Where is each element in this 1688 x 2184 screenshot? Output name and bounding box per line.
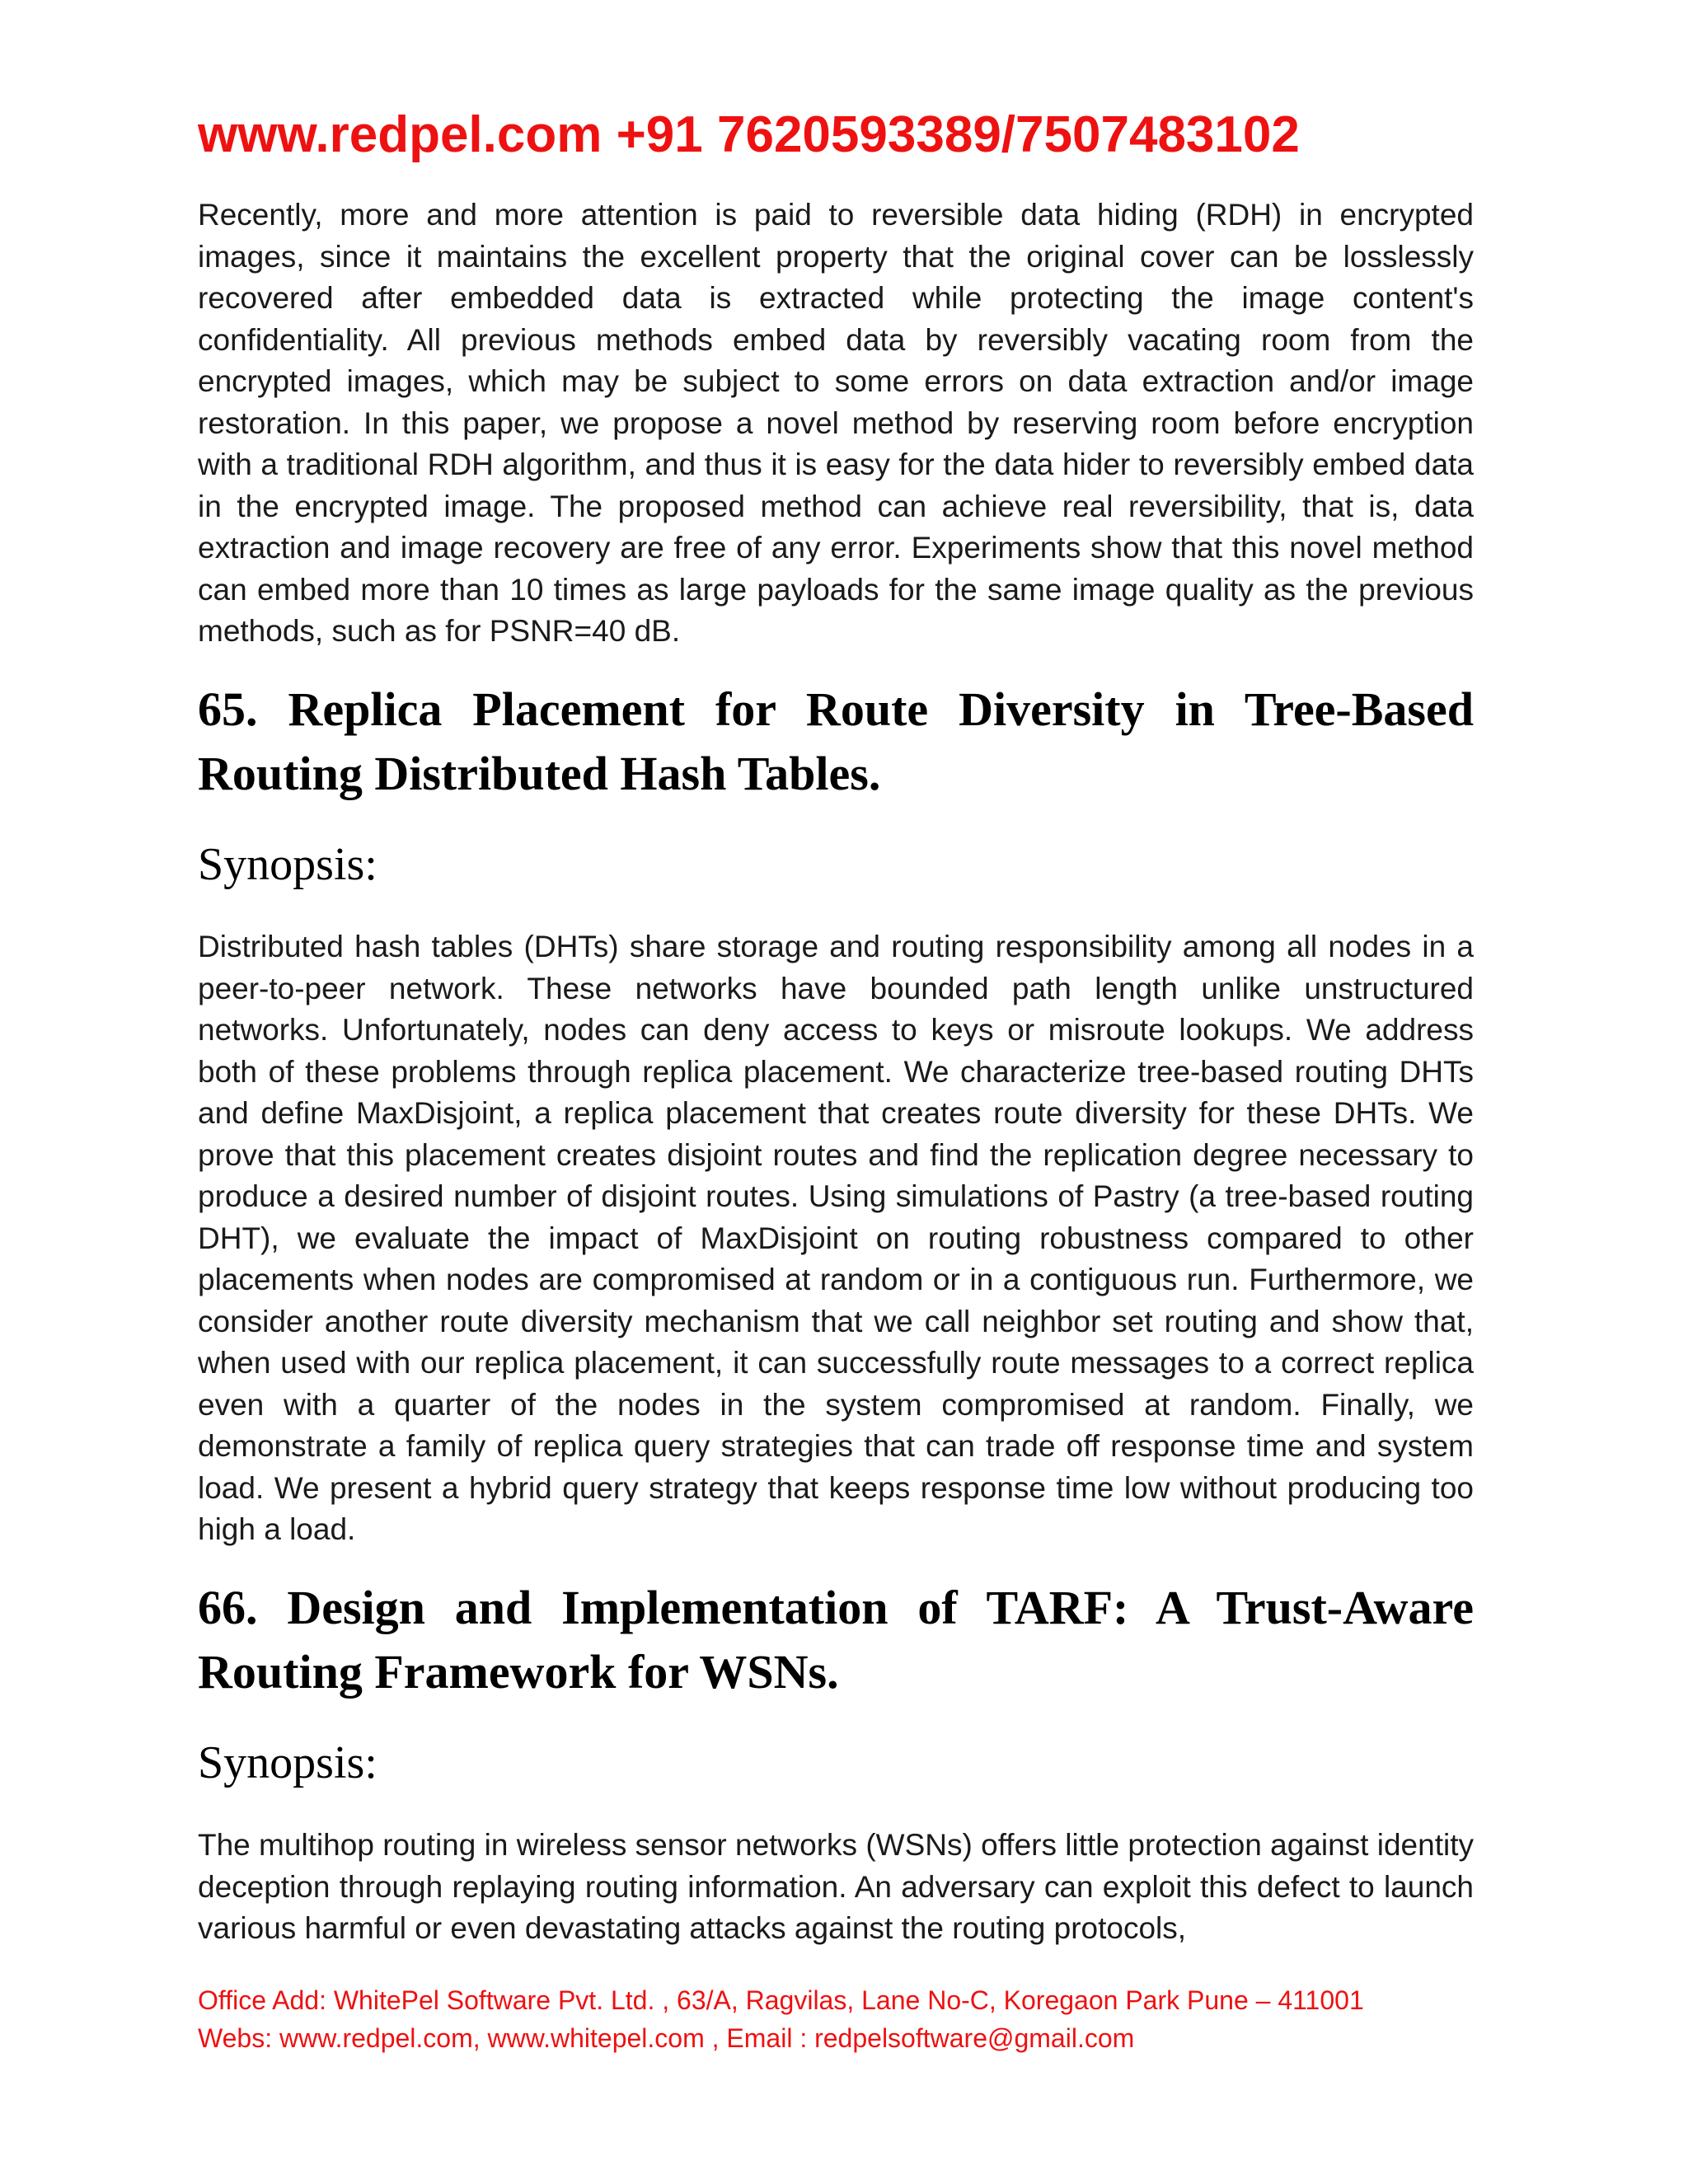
- footer-webs-line: Webs: www.redpel.com, www.whitepel.com , Email : redpelsoftware@gmail.com: [198, 2023, 1135, 2053]
- contact-header: www.redpel.com +91 7620593389/7507483102: [198, 106, 1300, 163]
- footer-office-address: Office Add: WhitePel Software Pvt. Ltd. , 63/A, Ragvilas, Lane No-C, Koregaon Park Pune – 411001: [198, 1985, 1364, 2015]
- item-66-title: 66. Design and Implementation of TARF: A Trust-Aware Routing Framework for WSNs.: [198, 1581, 1474, 1699]
- item-65-title: 65. Replica Placement for Route Diversity in Tree-Based Routing Distributed Hash Tables.: [198, 682, 1474, 800]
- item-65-body: Distributed hash tables (DHTs) share storage and routing responsibility among all nodes in a peer-to-peer network. These networks have bounded path length unlike unstructured networks. Unfortunately, nodes can deny access to keys or misroute lookups. We address both of these problems through replica placement. We characterize tree-based routing DHTs and define MaxDisjoint, a replica placement that creates route diversity for these DHTs. We prove that this placement creates disjoint routes and find the replication degree necessary to produce a desired number of disjoint routes. Using simulations of Pastry (a tree-based routing DHT), we evaluate the impact of MaxDisjoint on routing robustness compared to other placements when nodes are compromised at random or in a contiguous run. Furthermore, we consider another route diversity mechanism that we call neighbor set routing and show that, when used with our replica placement, it can successfully route messages to a correct replica even with a quarter of the nodes in the system compromised at random. Finally, we demonstrate a family of replica query strategies that can trade off response time and system load. We present a hybrid query strategy that keeps response time low without producing too high a load.: [198, 930, 1474, 1546]
- item-65-synopsis-label: Synopsis:: [198, 839, 377, 890]
- item-66-body: The multihop routing in wireless sensor networks (WSNs) offers little protection against identity deception through replaying routing information. An adversary can exploit this defect to launch various harmful or even devastating attacks against the routing protocols,: [198, 1828, 1474, 1945]
- intro-paragraph: Recently, more and more attention is paid to reversible data hiding (RDH) in encrypted images, since it maintains the excellent property that the original cover can be losslessly recovered after embedded data is extracted while protecting the image content's confidentiality. All previous methods embed data by reversibly vacating room from the encrypted images, which may be subject to some errors on data extraction and/or image restoration. In this paper, we propose a novel method by reserving room before encryption with a traditional RDH algorithm, and thus it is easy for the data hider to reversibly embed data in the encrypted image. The proposed method can achieve real reversibility, that is, data extraction and image recovery are free of any error. Experiments show that this novel method can embed more than 10 times as large payloads for the same image quality as the previous methods, such as for PSNR=40 dB.: [198, 198, 1474, 648]
- item-66-synopsis-label: Synopsis:: [198, 1737, 377, 1788]
